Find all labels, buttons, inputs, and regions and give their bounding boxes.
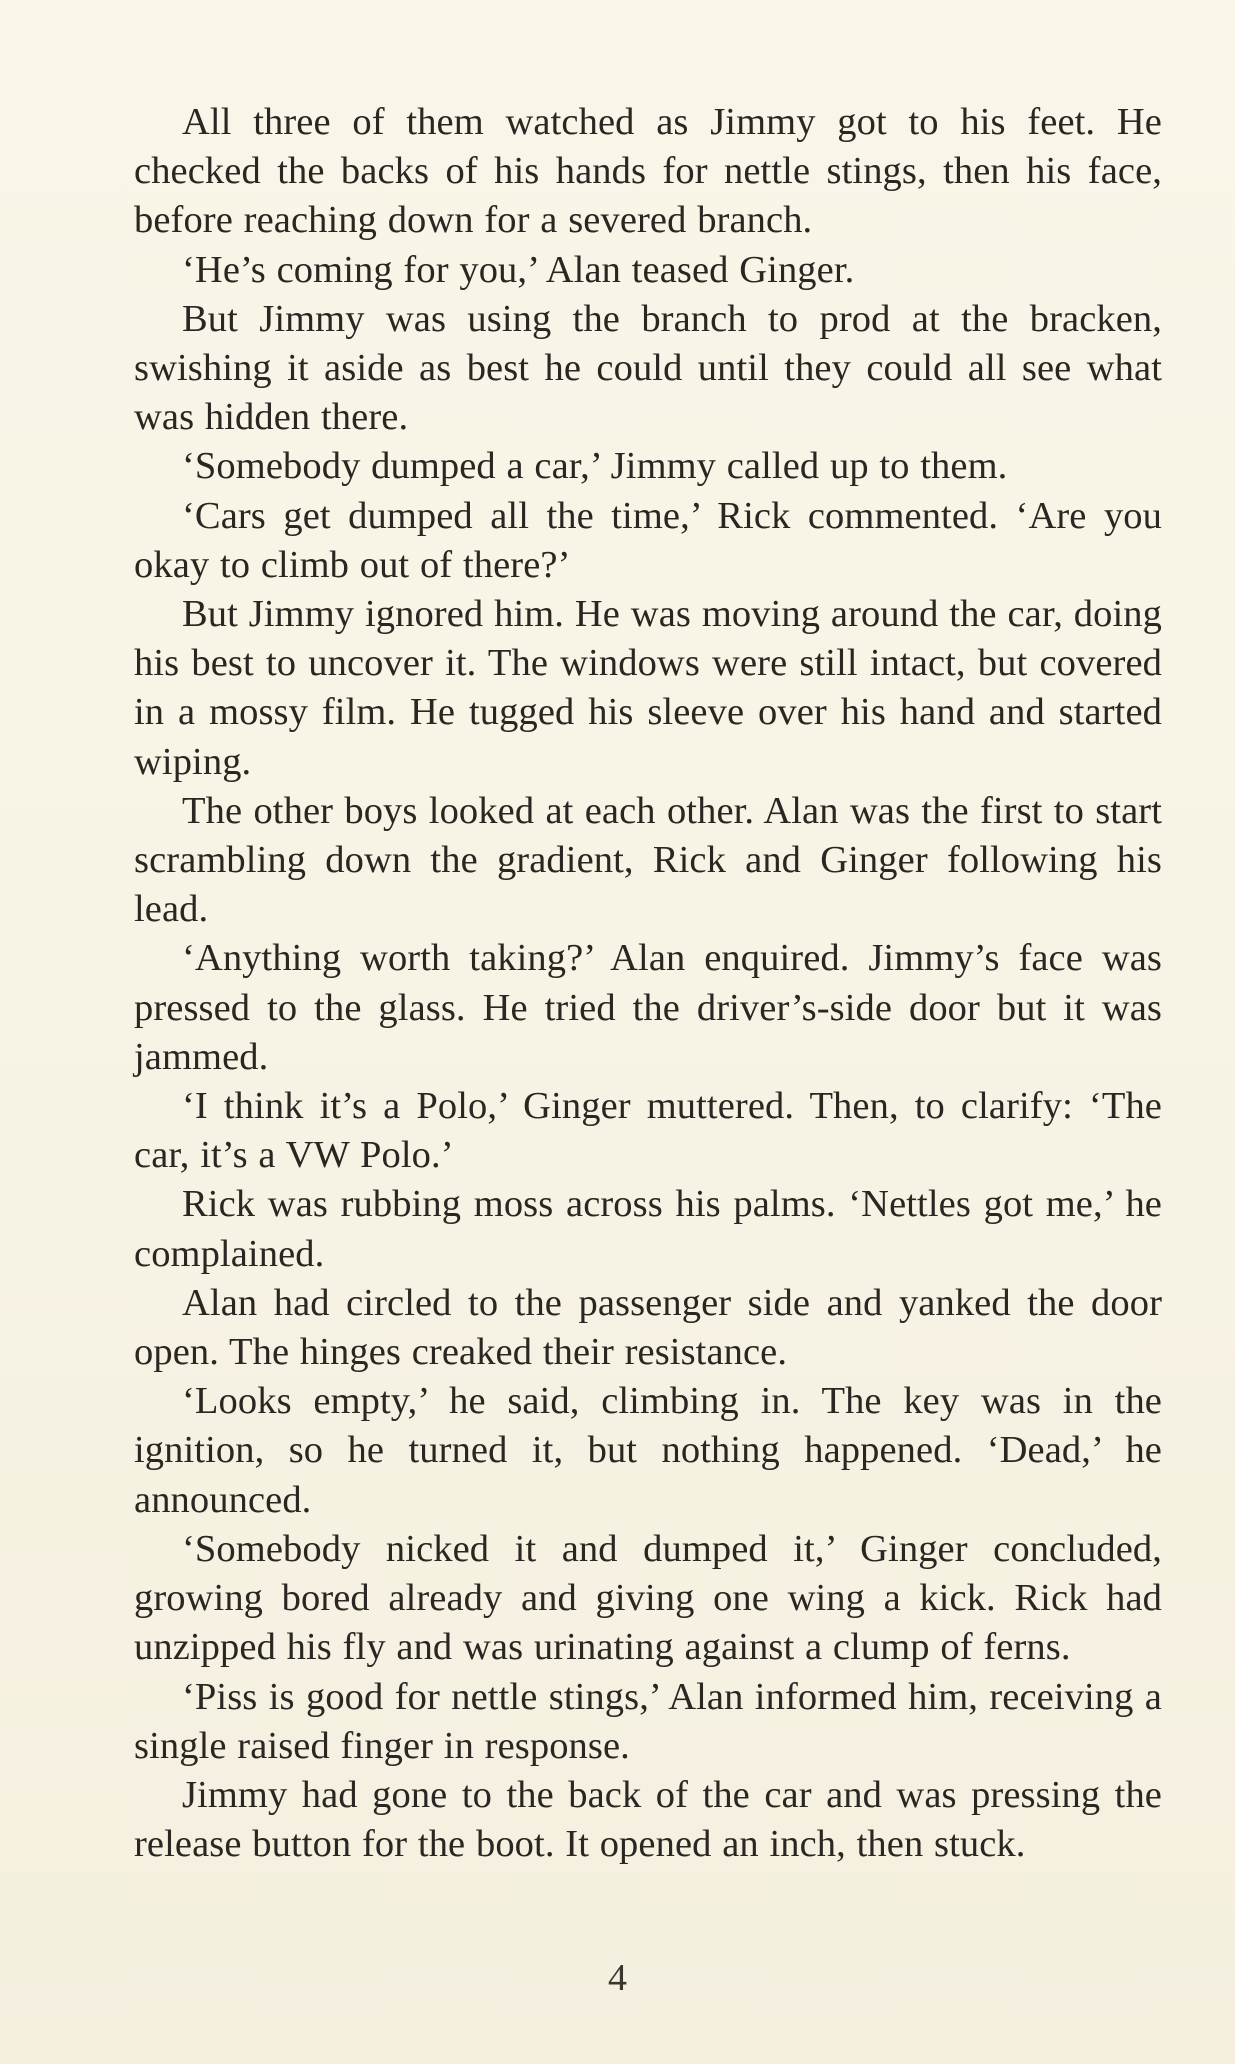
paragraph-10: Rick was rubbing moss across his palms. ‘Nettles got me,’ he complained.	[134, 1183, 1162, 1275]
paragraph-8: ‘Anything worth taking?’ Alan enquired. Jimmy’s face was pressed to the glass. He tried the driver’s-side door but it was jammed.	[134, 937, 1162, 1078]
paragraph-1: All three of them watched as Jimmy got to his feet. He checked the backs of his hands for nettle stings, then his face, before reaching down for a severed branch.	[134, 101, 1162, 242]
paragraph-11: Alan had circled to the passenger side and yanked the door open. The hinges creaked their resistance.	[134, 1281, 1162, 1374]
paragraph-6: But Jimmy ignored him. He was moving around the car, doing his best to uncover it. The windows were still intact, but covered in a mossy film. He tugged his sleeve over his hand and started wiping.	[134, 593, 1162, 783]
paragraph-3: But Jimmy was using the branch to prod at the bracken, swishing it aside as best he could until they could all see what was hidden there.	[134, 297, 1162, 439]
paragraph-2: ‘He’s coming for you,’ Alan teased Ginger.	[182, 248, 855, 291]
page-number: 4	[608, 1957, 627, 1999]
body-text	[134, 98, 1162, 1869]
paragraph-5: ‘Cars get dumped all the time,’ Rick commented. ‘Are you okay to climb out of there?’	[134, 494, 1162, 586]
paragraph-9: ‘I think it’s a Polo,’ Ginger muttered. Then, to clarify: ‘The car, it’s a VW Polo.’	[134, 1085, 1162, 1177]
paragraph-12: ‘Looks empty,’ he said, climbing in. The key was in the ignition, so he turned it, but nothing happened. ‘Dead,’ he announced.	[134, 1380, 1162, 1521]
paragraph-15: Jimmy had gone to the back of the car and was pressing the release button for the boot. It opened an inch, then stuck.	[134, 1773, 1162, 1866]
paragraph-13: ‘Somebody nicked it and dumped it,’ Ginger concluded, growing bored already and giving one wing a kick. Rick had unzipped his fly and was urinating against a clump of ferns.	[134, 1527, 1162, 1669]
paragraph-14: ‘Piss is good for nettle stings,’ Alan informed him, receiving a single raised finger in response.	[134, 1675, 1162, 1767]
paragraph-4: ‘Somebody dumped a car,’ Jimmy called up to them.	[182, 445, 1008, 488]
paragraph-7: The other boys looked at each other. Alan was the first to start scrambling down the gradient, Rick and Ginger following his lead.	[134, 789, 1162, 931]
